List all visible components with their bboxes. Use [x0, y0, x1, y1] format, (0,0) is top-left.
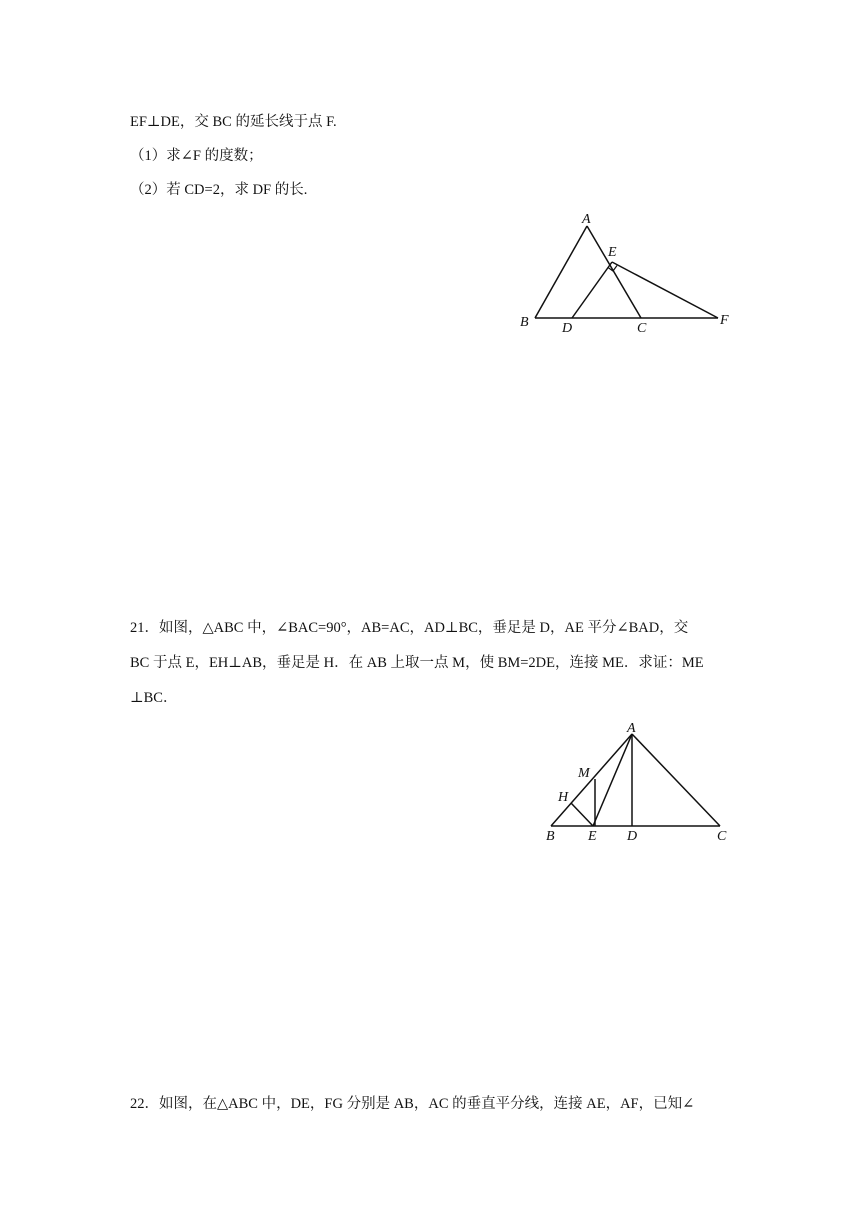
label-c: C — [717, 829, 727, 844]
segment-de — [572, 262, 612, 318]
label-b: B — [520, 315, 529, 330]
q21-text-line-3: ⊥BC． — [130, 690, 178, 706]
segment-ae — [593, 734, 632, 826]
label-d: D — [627, 829, 638, 844]
q20-figure — [510, 205, 750, 340]
label-m: M — [578, 766, 590, 781]
segment-ac — [587, 226, 641, 318]
label-d: D — [562, 321, 573, 336]
label-a: A — [582, 212, 591, 227]
label-c: C — [637, 321, 647, 336]
segment-ac — [632, 734, 720, 826]
segment-ef — [612, 262, 718, 318]
segment-ab — [551, 734, 632, 826]
q21-triangle-diagram — [540, 715, 740, 845]
segment-ab — [535, 226, 587, 318]
label-b: B — [546, 829, 555, 844]
segment-eh — [571, 803, 593, 826]
q21-text-line-1: 21．如图，△ABC 中，∠BAC=90°，AB=AC，AD⊥BC，垂足是 D，AE 平分∠BAD，交 — [130, 620, 689, 636]
q20-triangle-diagram — [510, 205, 750, 340]
label-h: H — [558, 790, 569, 805]
label-f: F — [720, 313, 729, 328]
q21-text-line-2: BC 于点 E，EH⊥AB，垂足是 H．在 AB 上取一点 M，使 BM=2DE，连接 ME．求证：ME — [130, 655, 704, 671]
q22-text-line-1: 22．如图，在△ABC 中，DE，FG 分别是 AB，AC 的垂直平分线，连接 AE，AF，已知∠ — [130, 1096, 695, 1112]
q20-text-line-1: EF⊥DE，交 BC 的延长线于点 F. — [130, 114, 337, 130]
label-e: E — [588, 829, 597, 844]
q20-part-2: （2）若 CD=2，求 DF 的长. — [130, 182, 308, 198]
q20-part-1: （1）求∠F 的度数； — [130, 148, 263, 164]
label-a: A — [627, 721, 636, 736]
label-e: E — [608, 245, 617, 260]
q21-figure — [540, 715, 740, 845]
